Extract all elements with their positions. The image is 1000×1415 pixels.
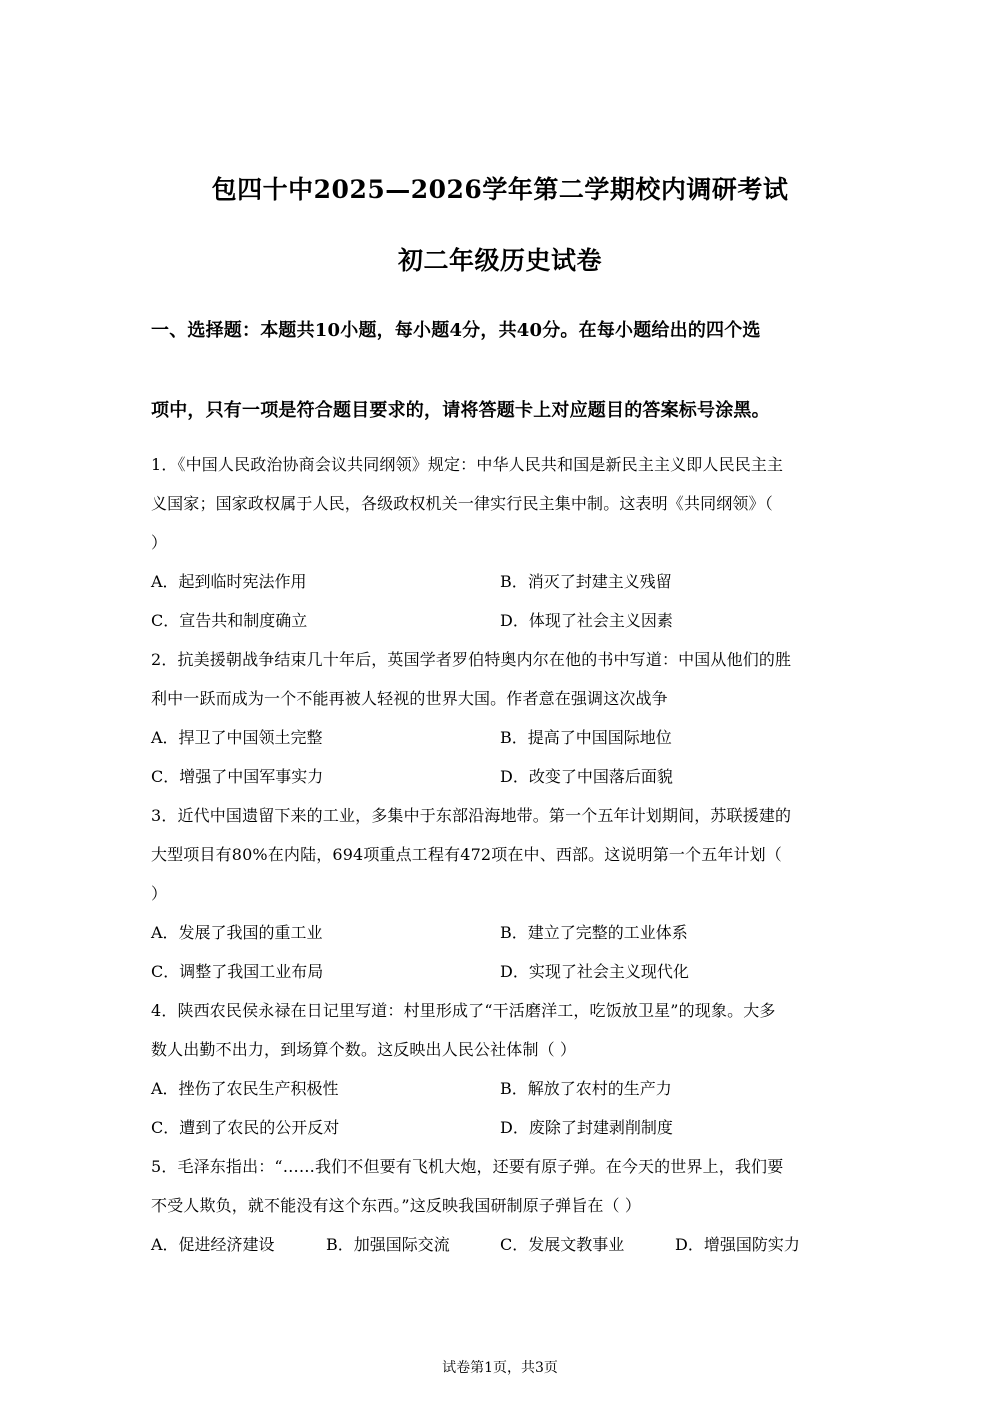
question-4-option-b: B．解放了农村的生产力 bbox=[500, 1079, 672, 1098]
question-3-line-1: 3．近代中国遗留下来的工业，多集中于东部沿海地带。第一个五年计划期间，苏联援建的 bbox=[151, 806, 792, 825]
question-1-option-d: D．体现了社会主义因素 bbox=[500, 611, 673, 630]
question-1-line-1: 1．《中国人民政治协商会议共同纲领》规定：中华人民共和国是新民主主义即人民民主主 bbox=[151, 455, 784, 474]
question-4-option-c: C．遭到了农民的公开反对 bbox=[151, 1118, 340, 1137]
question-3-line-2: 大型项目有80%在内陆，694项重点工程有472项在中、西部。这说明第一个五年计划（ bbox=[151, 845, 782, 864]
question-3-option-b: B．建立了完整的工业体系 bbox=[500, 923, 688, 942]
question-1-line-2: 义国家；国家政权属于人民，各级政权机关一律实行民主集中制。这表明《共同纲领》（ bbox=[151, 494, 773, 513]
question-4-line-1: 4．陕西农民侯永禄在日记里写道：村里形成了“干活磨洋工，吃饭放卫星”的现象。大多 bbox=[151, 1001, 776, 1020]
question-1-option-b: B．消灭了封建主义残留 bbox=[500, 572, 672, 591]
question-1-option-a: A．起到临时宪法作用 bbox=[151, 572, 307, 591]
question-2-line-1: 2．抗美援朝战争结束几十年后，英国学者罗伯特奥内尔在他的书中写道：中国从他们的胜 bbox=[151, 650, 792, 669]
question-2-option-d: D．改变了中国落后面貌 bbox=[500, 767, 673, 786]
exam-title: 包四十中2025—2026学年第二学期校内调研考试 bbox=[211, 175, 789, 204]
question-3-option-a: A．发展了我国的重工业 bbox=[151, 923, 323, 942]
question-5-line-1: 5．毛泽东指出：“……我们不但要有飞机大炮，还要有原子弹。在今天的世界上，我们要 bbox=[151, 1157, 784, 1176]
question-5-option-a: A．促进经济建设 bbox=[151, 1235, 275, 1254]
question-1-line-3: ） bbox=[151, 533, 168, 552]
section-instruction-line-2: 项中，只有一项是符合题目要求的，请将答题卡上对应题目的答案标号涂黑。 bbox=[151, 400, 770, 421]
page-footer: 试卷第1页，共3页 bbox=[442, 1360, 558, 1376]
question-4-line-2: 数人出勤不出力，到场算个数。这反映出人民公社体制（ ） bbox=[151, 1040, 577, 1059]
question-5-option-d: D．增强国防实力 bbox=[675, 1235, 800, 1254]
exam-subtitle: 初二年级历史试卷 bbox=[397, 246, 602, 275]
question-2-option-c: C．增强了中国军事实力 bbox=[151, 767, 324, 786]
question-3-option-c: C．调整了我国工业布局 bbox=[151, 962, 324, 981]
question-2-option-a: A．捍卫了中国领土完整 bbox=[151, 728, 323, 747]
question-4-option-a: A．挫伤了农民生产积极性 bbox=[151, 1079, 339, 1098]
question-2-option-b: B．提高了中国国际地位 bbox=[500, 728, 672, 747]
question-3-line-3: ） bbox=[151, 884, 168, 903]
question-4-option-d: D．废除了封建剥削制度 bbox=[500, 1118, 673, 1137]
question-5-option-c: C．发展文教事业 bbox=[500, 1235, 625, 1254]
question-3-option-d: D．实现了社会主义现代化 bbox=[500, 962, 689, 981]
question-2-line-2: 利中一跃而成为一个不能再被人轻视的世界大国。作者意在强调这次战争 bbox=[151, 689, 668, 708]
section-instruction-line-1: 一、选择题：本题共10小题，每小题4分，共40分。在每小题给出的四个选 bbox=[151, 320, 761, 341]
question-5-option-b: B．加强国际交流 bbox=[326, 1235, 450, 1254]
question-1-option-c: C．宣告共和制度确立 bbox=[151, 611, 308, 630]
question-5-line-2: 不受人欺负，就不能没有这个东西。”这反映我国研制原子弹旨在（ ） bbox=[151, 1196, 642, 1215]
